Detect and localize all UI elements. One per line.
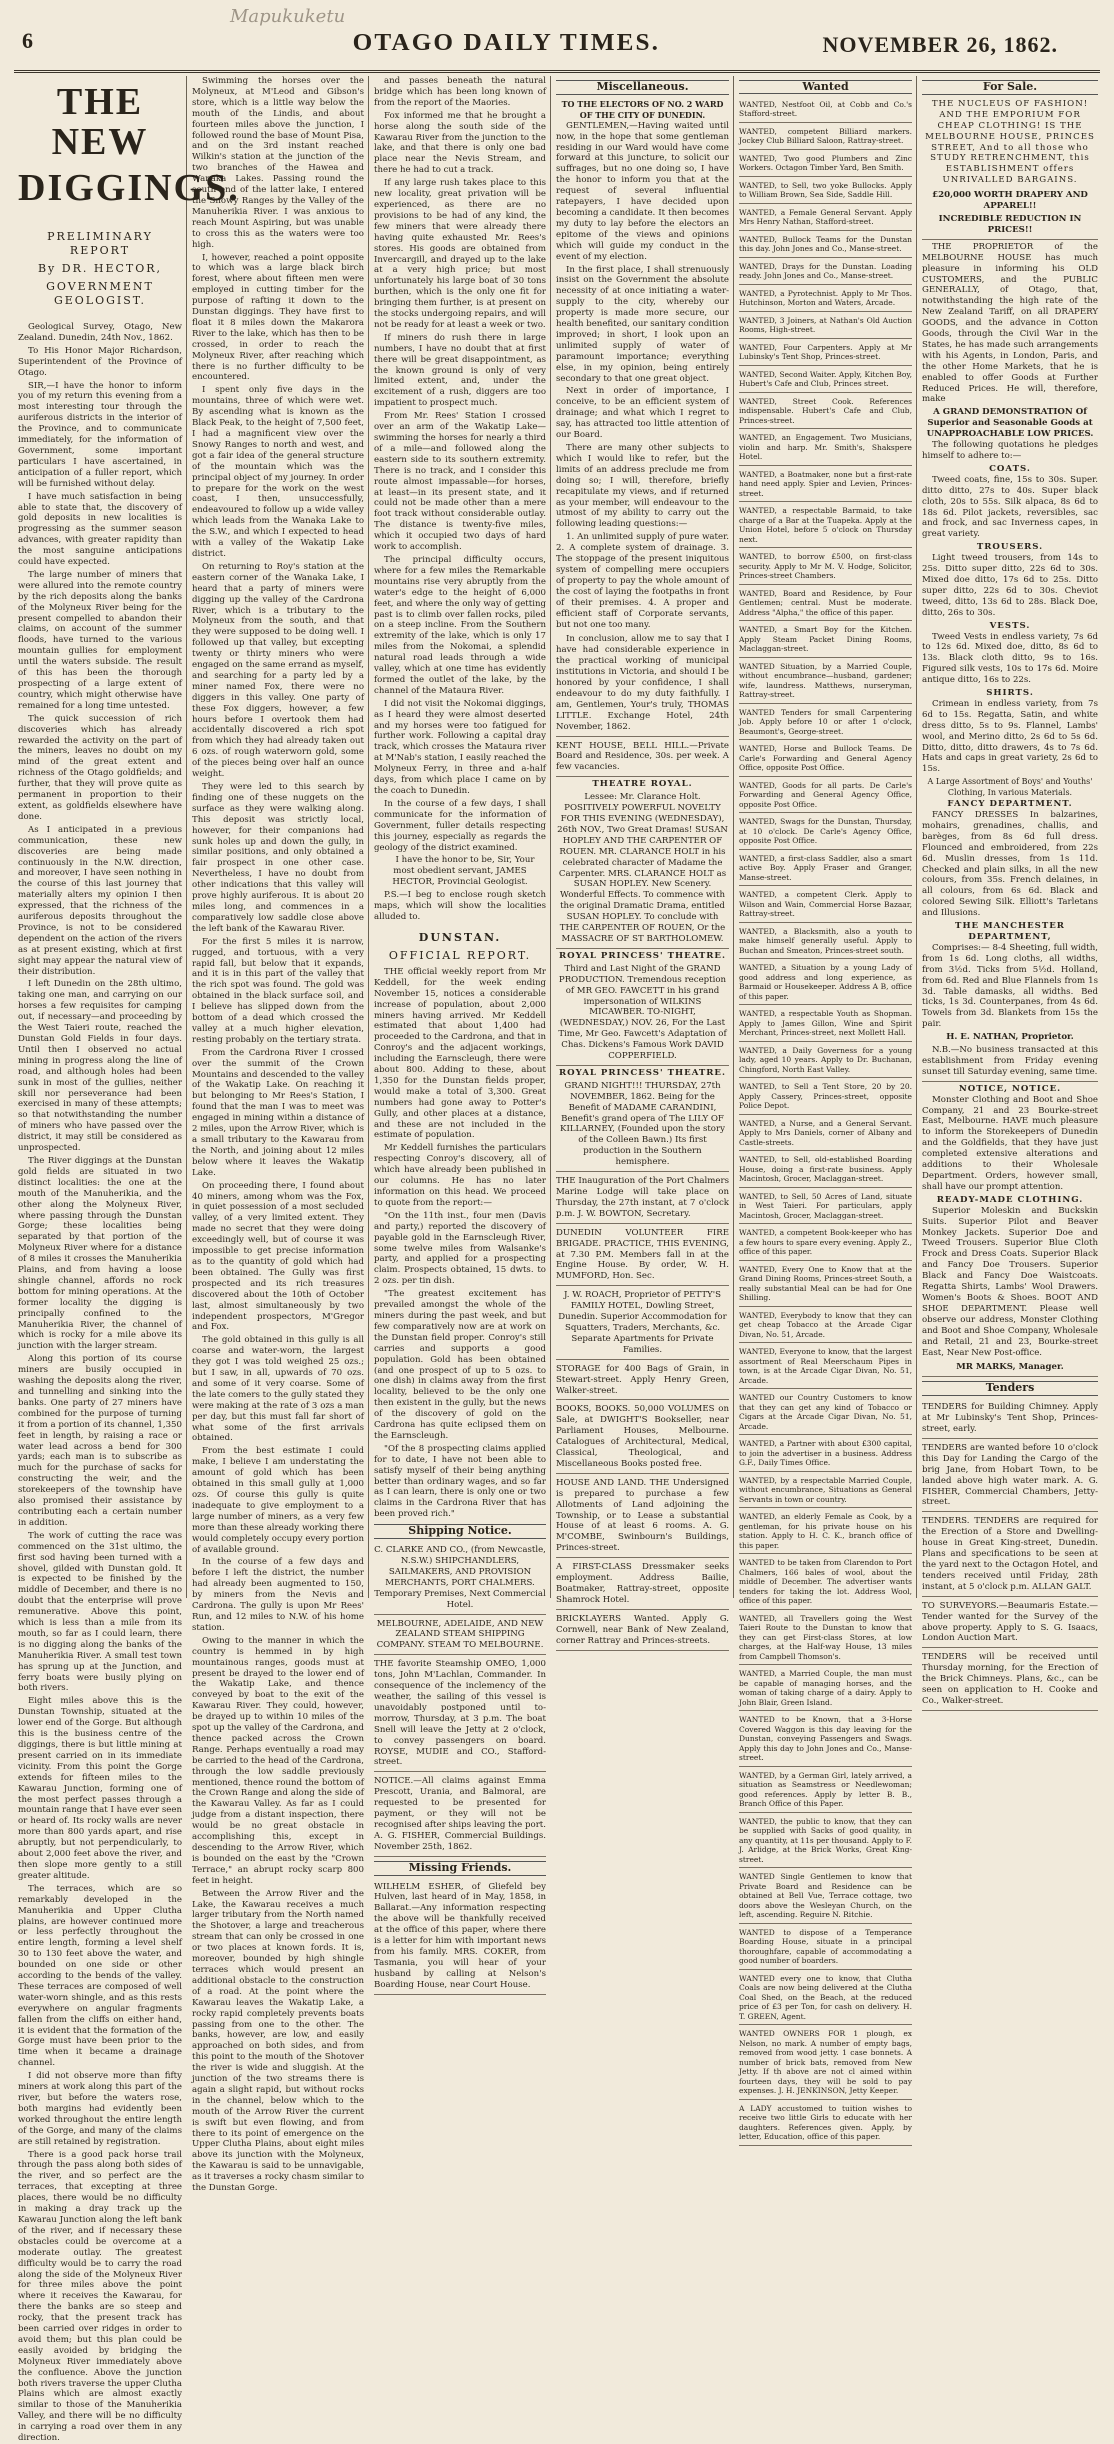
fancy-list: FANCY DRESSES In balzarines, mohairs, grenadines, challis, and barèges, from 8s 6d full dress. Flounced and embroidered, from 22s 6d. Muslin dresses, from 1s 11d. Checked and plain silks, in all the new colours, from 35s. French delaines, in all colours, from 6s 6d. Black and colored Sewing Silk. Elliott's Tarletans and Illusions. bbox=[922, 810, 1098, 919]
article-paragraph: The principal difficulty occurs, where for a few miles the Remarkable mountains rise very abruptly from the water's edge to the height of 6,000 feet, and where the only way of getting past is to climb over fallen rocks, piled on a steep incline. From the Southern extremity of the lake, which is only 17 miles from the Nokomai, a splendid natural road leads through a wide valley, which at one time has evidently formed the outlet of the lake, by the channel of the Mataura River. bbox=[374, 554, 546, 696]
article-paragraph: The quick succession of rich discoveries which has already rewarded the activity on the part of the miners, leaves no doubt on my mind of the great extent and richness of the Otago goldfields; and further, that they will prove quite as permanent in proportion to their extent, as goldfields elsewhere have done. bbox=[18, 713, 182, 822]
wanted-ad: WANTED, a Partner with about £300 capital, to join the advertiser in a business. Address G.F., Daily Times Office. bbox=[739, 1437, 912, 1472]
column-rule bbox=[733, 76, 734, 1598]
electors-paragraph: Next in order of importance, I conceive, to be an efficient system of drainage; and what which I regret to say, has attracted too little attention of our Board. bbox=[556, 386, 729, 441]
column-2 bbox=[192, 76, 364, 2194]
proprietor-name: H. E. NATHAN, Proprietor. bbox=[946, 1032, 1074, 1043]
ad-missing: WILHELM ESHER, of Gliefeld bey Hulven, last heard of in May, 1858, in Ballarat.—Any information respecting the above will be thankfully received at the office of this paper, where there is a letter for him with important news from his family. MRS. COKER, from Tasmania, you will hear of your husband by calling at Nelson's Boarding House, near Court House. bbox=[374, 1880, 546, 1995]
wanted-ad: WANTED, to Sell, 50 Acres of Land, situate in West Taieri. For particulars, apply Macintosh, Grocer, Maclaggan-street. bbox=[739, 1190, 912, 1225]
article-paragraph: As I anticipated in a previous communication, these new discoveries are being made continuously in the N.W. direction, and moreover, I have seen nothing in the course of this last journey that materially alters my opinion I then expressed, that the richness of the auriferous deposits throughout the Province, is not to be considered dependent on the action of the rivers as at present existing, which at first sight may appear the natural view of their distribution. bbox=[18, 824, 182, 977]
article-paragraph: From Mr. Rees' Station I crossed over an arm of the Wakatip Lake—swimming the horses for nearly a third of a mile—and followed along the eastern side to its southern extremity. There is no track, and I consider this route almost impassable—for horses, at least—in its present state, and it could not be made other than a mere foot track without considerable outlay. The distance is twenty-five miles, which it occupied two days of hard work to accomplish. bbox=[374, 411, 546, 553]
ad-clarke: C. CLARKE AND CO., (from Newcastle, N.S.W.) SHIPCHANDLERS, SAILMAKERS, AND PROVISION MERCHANTS, PORT CHALMERS. Temporary Premises, Next Commercial Hotel. bbox=[374, 1543, 546, 1614]
wanted-ad: WANTED, a Smart Boy for the Kitchen. Apply Steam Packet Dining Rooms, Maclaggan-street. bbox=[739, 623, 912, 658]
tender-item: TENDERS will be received until Thursday morning, for the Erection of the Brick Chimneys. Plans, &c., can be seen on application to H. Cooke and Co., Walker-street. bbox=[922, 1650, 1098, 1711]
column-3 bbox=[374, 76, 546, 1990]
column-rule bbox=[550, 76, 551, 1598]
wanted-ad: WANTED, a Nurse, and a General Servant. Apply to Mrs Daniels, corner of Albany and Castle-streets. bbox=[739, 1117, 912, 1152]
article-paragraph: In the course of a few days, I shall communicate for the information of Government, fuller details respecting this journey, especially as regards the geology of the district examined. bbox=[374, 798, 546, 853]
article-paragraph: On returning to Roy's station at the eastern corner of the Wanaka Lake, I heard that a party of miners were digging up the valley of the Cardrona River, which is a tributary to the Molyneux from the south, and that they were supposed to be doing well. I followed up that valley, but excepting twenty or thirty miners who were engaged on the same errand as myself, and searching for a party led by a miner named Fox, there were no diggers in this valley. One party of these Fox diggers, however, a few hours before I overtook them had accidentally discovered a rich spot from which they had already taken out 6 ozs. of rough waterworn gold, some of the pieces being over half an ounce weight. bbox=[192, 561, 364, 780]
princess-heading: ROYAL PRINCESS' THEATRE. bbox=[559, 950, 726, 961]
wanted-list bbox=[739, 98, 912, 2146]
ad-dressmaker: A FIRST-CLASS Dressmaker seeks employment. Address Bailie, Boatmaker, Rattray-street, opposite Shamrock Hotel. bbox=[556, 1560, 729, 1610]
article-paragraph: and passes beneath the natural bridge which has been long known of from the report of the Maories. bbox=[374, 76, 546, 108]
coats-heading: COATS. bbox=[989, 463, 1031, 474]
issue-date: NOVEMBER 26, 1862. bbox=[822, 32, 1058, 57]
wanted-ad: WANTED, a competent Book-keeper who has a few hours to spare every evening. Apply Z., office of this paper. bbox=[739, 1226, 912, 1261]
column-rule bbox=[186, 76, 187, 1598]
ad-petty-hotel: J. W. ROACH, Proprietor of PETTY'S FAMILY HOTEL, Dowling Street, Dunedin. Superior Accommodation for Squatters, Traders, Merchants, &c. Separate Apartments for Private Families. bbox=[556, 1288, 729, 1359]
vests-list: Tweed Vests in endless variety, 7s 6d to 12s 6d. Mixed doe, ditto, 8s 6d to 13s. Black cloth ditto, 9s to 16s. Figured silk vests, 10s to 17s 6d. Moire antique ditto, 16s to 22s. bbox=[922, 631, 1098, 686]
ad-fire-brigade: DUNEDIN VOLUNTEER FIRE BRIGADE. PRACTICE, THIS EVENING, at 7.30 P.M. Members fall in at the Engine House. By order, W. H. MUMFORD, Hon. Sec. bbox=[556, 1226, 729, 1287]
wanted-ad: WANTED, to borrow £500, on first-class security. Apply to Mr M. V. Hodge, Solicitor, Princes-street Chambers. bbox=[739, 550, 912, 585]
article-postscript: P.S.—I beg to enclose rough sketch maps, which will show the localities alluded to. bbox=[374, 890, 546, 922]
column-rule bbox=[368, 76, 369, 1598]
wanted-ad: WANTED, Bullock Teams for the Dunstan this day. John Jones and Co., Manse-street. bbox=[739, 233, 912, 258]
masthead: OTAGO DAILY TIMES. bbox=[352, 30, 661, 56]
wanted-ad: WANTED, a first-class Saddler, also a smart active Boy. Apply Fraser and Granger, Manse-street. bbox=[739, 852, 912, 887]
wanted-ad: WANTED, Nestfoot Oil, at Cobb and Co.'s Stafford-street. bbox=[739, 98, 912, 123]
wanted-ad: WANTED, to Sell, two yoke Bullocks. Apply to William Brown, Sea Side, Saddle Hill. bbox=[739, 179, 912, 204]
page-number: 6 bbox=[22, 28, 33, 53]
princess-heading-2: ROYAL PRINCESS' THEATRE. bbox=[559, 1067, 726, 1078]
ad-princess-benefit: GRAND NIGHT!!! THURSDAY, 27th NOVEMBER, 1862. Being for the Benefit of MADAME CARANDINI, Benefit's grand opera of The LILY OF KILLARNEY, (Founded upon the story of the Colleen Bawn.) Its first production in the Southern hemisphere. bbox=[556, 1079, 729, 1172]
grand-demonstration: A GRAND DEMONSTRATION Of Superior and Seasonable Goods at UNAPPROACHABLE LOW PRICES. bbox=[926, 407, 1094, 440]
article-author: By DR. HECTOR, bbox=[37, 262, 163, 275]
article-paragraph: If any large rush takes place to this new locality, great privation will be experienced, as there are no provisions to be had of any kind, the few miners that were already there having quite exhausted Mr. Rees's stores. His goods are obtained from Invercargill, and drayed up to the lake at a very high price; but most unfortunately his large boat of 30 tons burthen, which is the only one fit for bringing them further, is at present on the stocks undergoing repairs, and will not be ready for at least a week or two. bbox=[374, 178, 546, 330]
wanted-ad: WANTED, a Daily Governess for a young lady, aged 10 years. Apply to Dr. Buchanan, Chingford, North East Valley. bbox=[739, 1044, 912, 1079]
article-recipient: To His Honor Major Richardson, Superintendent of the Province of Otago. bbox=[18, 345, 182, 378]
shipping-section-header: Shipping Notice. bbox=[374, 1524, 546, 1539]
article-paragraph: "The greatest excitement has prevailed amongst the whole of the miners during the past week, and but few comparatively now are at work on the Dunstan field proper. Conroy's still carries and supports a good population. Gold has been obtained (and one prospect of up to 5 ozs. to one dish) in claims away from the first locality, believed to be the only one then existent in the gully, but the news of the discovery of gold on the Cardrona has quite eclipsed them on the Earnscleugh. bbox=[374, 1289, 546, 1441]
article-paragraph: I have much satisfaction in being able to state that, the discovery of gold deposits in new localities is progressing as the summer season advances, with greater rapidity than the most sanguine anticipations could have expected. bbox=[18, 491, 182, 568]
missing-friends-header: Missing Friends. bbox=[374, 1861, 546, 1876]
article-title-line-1: THE NEW bbox=[51, 81, 149, 163]
wanted-ad: WANTED Situation, by a Married Couple, without encumbrance—husband, gardener; wife, laundress. Matthews, nurseryman, Rattray-street. bbox=[739, 660, 912, 704]
electors-paragraph: GENTLEMEN,—Having waited until now, in the hope that some gentleman residing in our Ward would have come forward at this juncture, to solicit our suffrages, but no one doing so, I have the honor to inform you that at the request of several influential ratepayers, I have decided upon becoming a candidate. It then becomes my duty to lay before the electors an epitome of the views and opinions which will guide my conduct in the event of my election. bbox=[556, 120, 729, 262]
wanted-ad: WANTED, to Sell a Tent Store, 20 by 20. Apply Cassery, Princes-street, opposite Police Depot. bbox=[739, 1080, 912, 1115]
electors-paragraph: In the first place, I shall strenuously insist on the Government the absolute necessity of at once initiating a water-supply to the city, whereby our property is made more secure, our health benefited, our sanitary condition improved; in short, I look upon an unlimited supply of water of paramount importance; everything else, in my opinion, being entirely secondary to that one great object. bbox=[556, 264, 729, 384]
notice-heading: NOTICE, NOTICE. bbox=[958, 1083, 1062, 1094]
wanted-ad: WANTED, Goods for all parts. De Carle's Forwarding and General Agency Office, opposite Post Office. bbox=[739, 779, 912, 814]
ad-storage: STORAGE for 400 Bags of Grain, in Stewart-street. Apply Henry Green, Walker-street. bbox=[556, 1362, 729, 1401]
wanted-ad: WANTED, Swags for the Dunstan, Thursday, at 10 o'clock. De Carle's Agency Office, opposite Post Office. bbox=[739, 815, 912, 850]
electors-heading: TO THE ELECTORS OF NO. 2 WARD OF THE CITY OF DUNEDIN. bbox=[561, 98, 724, 120]
electors-paragraph: In conclusion, allow me to say that I have had considerable experience in the practical working of municipal institutions in Victoria, and should I be honored by your confidence, I shall endeavour to do my duty faithfully. I am, Gentlemen, Your's truly, THOMAS LITTLE. Exchange Hotel, 24th November, 1862. bbox=[556, 632, 729, 736]
tender-item: TENDERS. TENDERS are required for the Erection of a Store and Dwelling-house in Great King-street, Dunedin. Plans and specifications to be seen at the yard next to the Octagon Hotel, and tenders received until Friday, 28th instant, at 5 o'clock p.m. ALLAN GALT. bbox=[922, 1514, 1098, 1596]
article-paragraph: In the course of a few days and before I left the district, the number had already been augmented to 150, by miners from the Nevis and Cardrona. The gully is upon Mr Rees' Run, and 12 miles to N.W. of his home station. bbox=[192, 1557, 364, 1633]
trousers-heading: TROUSERS. bbox=[976, 542, 1044, 553]
wanted-ad: A LADY accustomed to tuition wishes to receive two little Girls to educate with her daughters. References given. Apply, by letter, Education, office of this paper. bbox=[739, 2102, 912, 2146]
article-paragraph: The work of cutting the race was commenced on the 31st ultimo, the first sod having been turned with a shovel, gilded with Dunstan gold. It is expected to be finished by the middle of December, and there is no doubt that the enterprise will prove remunerative. Above this point, which is less than a mile from its mouth, so far as I could learn, there is no digging along the banks of the Manuherikia River. A small test town has sprung up at the Junction, and ferry boats were busily plying on both rivers. bbox=[18, 1530, 182, 1694]
wanted-ad: WANTED Single Gentlemen to know that Private Board and Residence can be obtained at Bell Vue, Terrace cottage, two doors above the Wesleyan Church, on the left, ascending. Reguire N. Ritchie. bbox=[739, 1870, 912, 1924]
tenders-section-header: Tenders bbox=[922, 1381, 1098, 1396]
for-sale-section-header: For Sale. bbox=[922, 80, 1098, 95]
wanted-ad: WANTED, an Engagement. Two Musicians, violin and harp. Mr. Smith's, Shakspere Hotel. bbox=[739, 431, 912, 466]
boys-clothing: A Large Assortment of Boys' and Youths' Clothing, In various Materials. bbox=[927, 777, 1093, 798]
article-paragraph: I spent only five days in the mountains, three of which were wet. By ascending what is known as the Black Peak, to the height of 7,500 feet, I had a magnificent view over the Snowy Ranges to north and west, and got a fair idea of the general structure of the mountain which was the principal object of my journey. In order to prepare for the work on the west coast, I then, unsuccessfully, endeavoured to follow up a wide valley which leads from the Wanaka Lake to the S.W., and which I expected to head with a valley of the Wakatip Lake district. bbox=[192, 385, 364, 559]
wanted-ad: WANTED, Every One to Know that at the Grand Dining Rooms, Princes-street South, a really substantial Meal can be had for One Shilling. bbox=[739, 1263, 912, 1307]
article-paragraph: "Of the 8 prospecting claims applied for to date, I have not been able to satisfy myself of their being anything better than ordinary wages, and so far as I can learn, there is only one or two claims in the Cardrona River that has been proved rich." bbox=[374, 1443, 546, 1520]
article-paragraph: The large number of miners that were allured into the remote country by the rich deposits along the banks of the Molyneux River being for the present compelled to abandon their claims, on account of the summer floods, have turned to the various mountain gullies for employment until the waters subside. The result of this has been the thorough prospecting of a large extent of country, which might otherwise have remained for a long time untested. bbox=[18, 569, 182, 711]
wanted-ad: WANTED, a respectable Youth as Shopman. Apply to James Gillon, Wine and Spirit Merchant, Princes-street, next Mollett Hall. bbox=[739, 1007, 912, 1042]
wanted-ad: WANTED, to Sell, old-established Boarding House, doing a first-rate business. Apply Macintosh, Grocer, Maclaggan-street. bbox=[739, 1153, 912, 1188]
ready-made-list: Superior Moleskin and Buckskin Suits. Superior Pilot and Beaver Monkey Jackets. Superior Doe and Tweed Trousers. Superior Blue Cloth Frock and Dress Coats. Superior Black and Fancy Doe Trousers. Superior Black and Fancy Doe Waistcoats. Regatta Shirts, Lambs' Wool Drawers. Women's Boots & Shoes. BOOT AND SHOE DEPARTMENT. Please well observe our address, Monster Clothing and Boot and Shoe Company, Wholesale and Retail, 21 and 23, Bourke-street East, Near New Post-office. bbox=[922, 1205, 1098, 1358]
wanted-ad: WANTED, Drays for the Dunstan. Loading ready. John Jones and Co., Manse-street. bbox=[739, 260, 912, 285]
article-paragraph: For the first 5 miles it is narrow, rugged, and tortuous, with a very rapid fall, but below that it expands, and it is in this part of the valley that the rich spot was found. The gold was obtained in the black surface soil, and I believe has slipped down from the bottom of a dead which crossed the valley at a much higher elevation, resting probably on the tertiary strata. bbox=[192, 936, 364, 1045]
vests-heading: VESTS. bbox=[989, 620, 1031, 631]
article-paragraph: I did not observe more than fifty miners at work along this part of the river, but before the waters rose, both margins had evidently been worked throughout the entire length of the Gorge, and many of the claims are still retained by registration. bbox=[18, 2071, 182, 2147]
ad-kent-house: KENT HOUSE, BELL HILL.—Private Board and Residence, 30s. per week. A few vacancies. bbox=[556, 739, 729, 778]
column-5 bbox=[739, 76, 912, 2141]
shirts-heading: SHIRTS. bbox=[986, 688, 1034, 699]
wanted-ad: WANTED, a Pyrotechnist. Apply to Mr Thos. Hutchinson, Morton and Waters, Arcade. bbox=[739, 287, 912, 312]
sabbath-note: N.B.—No business transacted at this establishment from Friday evening sunset till Saturday evening, same time. bbox=[922, 1043, 1098, 1082]
handwritten-note: Mapukuketu bbox=[230, 6, 346, 27]
electors-paragraph: There are many other subjects to which I would like to refer, but the limits of an address preclude me from doing so; I will, therefore, briefly recapitulate my views, and if returned as your member, will endeavour to the utmost of my ability to carry out the following leading questions:— bbox=[556, 443, 729, 530]
column-6 bbox=[922, 76, 1098, 1706]
wanted-ad: WANTED to dispose of a Temperance Boarding House, situate in a principal thoroughfare, capable of accommodating a good number of boarders. bbox=[739, 1926, 912, 1970]
article-paragraph: Mr Keddell furnishes the particulars respecting Conroy's discovery, all of which have already been published in our columns. He has no later information on this head. We proceed to quote from the report:— bbox=[374, 1143, 546, 1208]
quotations-intro: The following quotations he pledges himself to adhere to:— bbox=[922, 440, 1098, 461]
wanted-ad: WANTED OWNERS FOR 1 plough, ex Nelson, no mark. A number of empty bags, removed from wood jetty. 1 case bonnets. A number of brick bats, removed from New Jetty. If th above are not cl aimed within fourteen days, they will be sold to pay expenses. J. H. JENKINSON, Jetty Keeper. bbox=[739, 2027, 912, 2100]
wanted-ad: WANTED, Everyone to know, that the largest assortment of Real Meerschaum Pipes in town, is at the Arcade Cigar Divan, No. 51, Arcade. bbox=[739, 1345, 912, 1389]
wanted-ad: WANTED, competent Billiard markers. Jockey Club Billiard Saloon, Rattray-street. bbox=[739, 125, 912, 150]
fancy-heading: FANCY DEPARTMENT. bbox=[947, 799, 1073, 810]
column-rule bbox=[916, 76, 917, 1598]
tender-item: TENDERS for Building Chimney. Apply at Mr Lubinsky's Tent Shop, Princes-street, early. bbox=[922, 1400, 1098, 1439]
column-1 bbox=[18, 76, 240, 2444]
wanted-ad: WANTED, a Situation by a young Lady of good address and long experience, as Barmaid or Housekeeper. Address A B, office of this paper. bbox=[739, 961, 912, 1005]
article-paragraph: Owing to the manner in which the country is hemmed in by high mountainous ranges, goods must at present be drayed to the lower end of the Wakatip Lake, and thence conveyed by boat to the exit of the Kawarau River. They could, however, be drayed up to within 10 miles of the spot up the valley of the Cardrona, and thence packed across the Crown Range. Perhaps eventually a road may be carried to the head of the Cardrona, through the low saddle previously mentioned, thence round the bottom of the Crown Range and along the side of the Kawarau Valley. As far as I could judge from a distant inspection, there would be no great obstacle in accomplishing this, except in descending to the Arrow River, which is bounded on the east by the "Crown Terrace," an abrupt rocky scarp 800 feet in height. bbox=[192, 1635, 364, 1886]
ready-made-heading: READY-MADE CLOTHING. bbox=[936, 1194, 1084, 1205]
dunstan-title: DUNSTAN. bbox=[418, 930, 502, 944]
shirts-list: Crimean in endless variety, from 7s 6d to 15s. Regatta, Satin, and white dress ditto, 5s to 9s. Flannel, Lambs' wool, and Merino ditto, 2s 6d to 5s 6d. Ditto, ditto, ditto drawers, 4s to 7s 6d. Hats and caps in great variety, 2s 6d to 15s. bbox=[922, 698, 1098, 775]
dunstan-subtitle: OFFICIAL REPORT. bbox=[388, 948, 532, 962]
wanted-ad: WANTED, an elderly Female as Cook, by a gentleman, for his private house on his station. Apply to H. C. K., branch office of this paper. bbox=[739, 1510, 912, 1554]
wanted-ad: WANTED our Country Customers to know that they can get any kind of Tobacco or Cigars at the Arcade Cigar Divan, No. 51, Arcade. bbox=[739, 1391, 912, 1435]
column-4 bbox=[556, 76, 729, 1646]
manchester-list: Comprises:— 8-4 Sheeting, full width, from 1s 6d. Long cloths, all widths, from 3½d. Ticks from 5½d. Holland, from 6d. Red and Blue Flannels from 1s 3d. Table damasks, all widths. Bed ticks, 1s 3d. Counterpanes, from 4s 6d. Towels from 3d. Blankets from 15s the pair. bbox=[922, 942, 1098, 1030]
wanted-ad: WANTED, the public to know, that they can be supplied with Sacks of good quality, in any quantity, at 11s per thousand. Apply to F. J. Arlidge, at the Brick Works, Great King-street. bbox=[739, 1815, 912, 1869]
article-paragraph: I, however, reached a point opposite to which was a large black birch forest, where about fifteen men were employed in cutting timber for the purpose of rafting it down to the Dunstan diggings. They have first to float it 8 miles down the Makarora River to the lake, which has then to be crossed, in order to reach the Molyneux River, after reaching which there is no further difficulty to be encountered. bbox=[192, 252, 364, 383]
tender-item: TO SURVEYORS.—Beaumaris Estate.—Tender wanted for the Survey of the above property. Apply to S. G. Isaacs, London Auction Mart. bbox=[922, 1599, 1098, 1649]
article-address: Geological Survey, Otago, New Zealand. Dunedin, 24th Nov., 1862. bbox=[18, 322, 182, 343]
wanted-ad: WANTED to be Known, that a 3-Horse Covered Waggon is this day leaving for the Dunstan, conveying Passengers and Swags. Apply this day to John Jones and Co., Manse-street. bbox=[739, 1713, 912, 1767]
manager-name: MR MARKS, Manager. bbox=[922, 1360, 1098, 1377]
misc-section-header: Miscellaneous. bbox=[556, 80, 729, 95]
article-paragraph: I left Dunedin on the 28th ultimo, taking one man, and carrying on our horses a few requisites for camping out, if necessary—and proceeding by the West Taieri route, reached the Dunstan Gold Fields in four days. Until then I observed no actual mining in progress along the line of road, and although holes had been sunk in most of the gullies, neither skill nor perseverance had been exercised in many of these attempts; so that notwithstanding the number of miners who have passed over the district, it may still be considered as unprospected. bbox=[18, 979, 182, 1154]
coats-list: Tweed coats, fine, 15s to 30s. Super. ditto ditto, 27s to 40s. Super black cloth, 20s to 55s. Silk alpaca, 8s 6d to 18s 6d. Pilot jackets, reversibles, sac and frock, and sac Inverness capes, in great variety. bbox=[922, 474, 1098, 540]
article-paragraph: From the best estimate I could make, I believe I am understating the amount of gold which has been obtained in this small gully at 1,000 ozs. Of course this gully is quite inadequate to give employment to a large number of miners, as a very few more than these already working there would completely occupy every portion of available ground. bbox=[192, 1446, 364, 1555]
drapery-worth: £20,000 WORTH DRAPERY AND APPAREL!! bbox=[932, 190, 1088, 212]
ad-theatre-royal: Lessee: Mr. Clarance Holt. POSITIVELY POWERFUL NOVELTY FOR THIS EVENING (WEDNESDAY), 26th NOV., Two Great Dramas! SUSAN HOPLEY AND THE CARPENTER OF ROUEN. MR. CLARANCE HOLT in his celebrated character of Madame the Carpenter. MRS. CLARANCE HOLT as SUSAN HOPLEY. New Scenery. Wonderful Effects. To commence with the original Dramatic Drama, entitled SUSAN HOPLEY. To conclude with THE CARPENTER OF ROUEN, Or the MASSACRE OF ST BARTHOLOMEW. bbox=[556, 790, 729, 949]
article-subtitle: PRELIMINARY REPORT bbox=[47, 230, 153, 257]
article-paragraph: Between the Arrow River and the Lake, the Kawarau receives a much larger tributary from the North named the Shotover, a large and treacherous stream that can only be crossed in one or two places at known fords. It is, moreover, bounded by high shingle terraces which would present an additional obstacle to the construction of a road. At the point where the Kawarau leaves the Wakatip Lake, a rocky rapid completely prevents boats passing from one to the other. The banks, however, are low, and easily approached on both sides, and from this point to the mouth of the Shotover the river is wide and sluggish. At the junction of the two streams there is again a slight rapid, but without rocks in the channel, below which to the mouth of the Arrow River the current is swift but even flowing, and from there to its point of emergence on the Upper Clutha Plains, about eight miles above its junction with the Molyneux, the Kawarau is said to be unnavigable, as it traverses a rocky chasm similar to the Dunstan Gorge. bbox=[192, 1888, 364, 2194]
trousers-list: Light tweed trousers, from 14s to 25s. Ditto super ditto, 22s 6d to 30s. Mixed doe ditto, 17s 6d to 25s. Ditto super ditto, 22s 6d to 30s. Cheviot tweed, ditto, 13s 6d to 28s. Black Doe, ditto, 26s to 30s. bbox=[922, 553, 1098, 618]
article-paragraph: Along this portion of its course miners are busily occupied in washing the deposits along the river, and tunnelling and sinking into the banks. One party of 27 miners have combined for the purpose of turning it from a portion of its channel, 1,350 feet in length, by raising a race or water lead across a bend for 300 yards; each man is to subscribe as much for the purchase of sacks for constructing the weir, and the storekeepers of the township have also promised their assistance by contributing each a certain number in addition. bbox=[18, 1354, 182, 1528]
wanted-ad: WANTED, by a respectable Married Couple, without encumbrance, Situations as General Servants in town or country. bbox=[739, 1474, 912, 1509]
ad-omeo: THE favorite Steamship OMEO, 1,000 tons, John M'Lachlan, Commander. In consequence of the inclemency of the weather, the sailing of this vessel is unavoidably postponed until to-morrow, Thursday, at 3 p.m. The boat Snell will leave the Jetty at 2 o'clock, to convey passengers on board. ROYSE, MUDIE and CO., Stafford-street. bbox=[374, 1657, 546, 1772]
wanted-ad: WANTED, 3 Joiners, at Nathan's Old Auction Rooms, High-street. bbox=[739, 314, 912, 339]
article-paragraph: Swimming the horses over the Molyneux, at M'Leod and Gibson's store, which is a little way below the mouth of the Lindis, and about fourteen miles above the junction, I followed round the base of Mount Pisa, and on the 3rd instant reached Wilkin's station at the junction of the two branches of the Hawea and Wanaka Lakes. Passing round the south end of the latter lake, I entered the Snowy Ranges by the Valley of the Manuherikia River. I was anxious to reach Mount Aspiring, but was unable to cross this as the waters were too high. bbox=[192, 76, 364, 250]
wanted-ad: WANTED, Everybody to know that they can get cheap Tobacco at the Arcade Cigar Divan, No. 51, Arcade. bbox=[739, 1309, 912, 1344]
wanted-ad: WANTED every one to know, that Clutha Coals are now being delivered at the Clutha Coal Shed, on the Beach, at the reduced price of £3 per Ton, for cash on delivery. H. T. GREEN, Agent. bbox=[739, 1972, 912, 2026]
ad-princess-theatre: Third and Last Night of the GRAND PRODUCTION. Tremendous reception of MR GEO. FAWCETT in his grand impersonation of WILKINS MICAWBER. TO-NIGHT, (WEDNESDAY,) NOV. 26, For the Last Time, Mr Geo. Fawcett's Adaptation of Chas. Dickens's Famous Work DAVID COPPERFIELD. bbox=[556, 962, 729, 1066]
wanted-ad: WANTED, by a German Girl, lately arrived, a situation as Seamstress or Needlewoman; good references. Apply by letter B. B., Branch Office of this Paper. bbox=[739, 1769, 912, 1813]
monster-clothing-notice: Monster Clothing and Boot and Shoe Company, 21 and 23 Bourke-street East, Melbourne. HAVE much pleasure to inform the Storekeepers of Dunedin and the Goldfields, that they have just completed extensive alterations and additions to their Wholesale Department. Orders, however small, shall have our prompt attention. bbox=[922, 1094, 1098, 1192]
wanted-ad: WANTED, all Travellers going the West Taieri Route to the Dunstan to know that they can get First-class Stores, at low charges, at the Half-way House, 13 miles from Campbell Thomson's. bbox=[739, 1612, 912, 1666]
wanted-ad: WANTED, Horse and Bullock Teams. De Carle's Forwarding and General Agency Office, opposite Post Office. bbox=[739, 742, 912, 777]
ad-notice: NOTICE.—All claims against Emma Prescott, Urania, and Balmoral, are requested to be presented for payment, or they will not be recognised after ships leaving the port. A. G. FISHER, Commercial Buildings. November 25th, 1862. bbox=[374, 1774, 546, 1856]
article-paragraph: The River diggings at the Dunstan gold fields are situated in two distinct localities: the one at the mouth of the Manuherikia, and the other along the Molyneux River, where passing through the Dunstan Gorge; these localities being separated by that portion of the Molyneux River where for a distance of 8 miles it crosses the Manuherikia Plains, and from having a loose shingle channel, affords no rock bottom for mining operations. At the former locality the digging is principally confined to the Manuherikia River, the channel of which is rocky for a mile above its junction with the larger stream. bbox=[18, 1155, 182, 1352]
melbourne-house-banner: THE NUCLEUS OF FASHION! AND THE EMPORIUM FOR CHEAP CLOTHING! IS THE MELBOURNE HOUSE, PRINCES STREET, And to all those who STUDY RETRENCHMENT, this ESTABLISHMENT offers UNRIVALLED BARGAINS. bbox=[925, 98, 1095, 186]
article-paragraph: On proceeding there, I found about 40 miners, among whom was the Fox, in quiet possession of a most secluded valley, of a very limited extent. They made no secret that they were doing exceedingly well, but of course it was impossible to get precise information as to the quantity of gold which had been obtained. The Gully was first prospected and its rich treasures discovered about the 10th of October last, almost simultaneously by two independent prospectors, M'Gregor and Fox. bbox=[192, 1180, 364, 1333]
ad-port-chalmers-lodge: THE Inauguration of the Port Chalmers Marine Lodge will take place on Thursday, the 27th instant, at 7 o'clock p.m. J. W. BOWTON, Secretary. bbox=[556, 1174, 729, 1224]
article-paragraph: "On the 11th inst., four men (Davis and party,) reported the discovery of payable gold in the Earnscleugh River, some twelve miles from Walsanke's party, and applied for a prospecting claim. Prospects obtained, 15 dwts. to 2 ozs. per tin dish. bbox=[374, 1210, 546, 1287]
wanted-ad: WANTED, Street Cook. References indispensable. Hubert's Cafe and Club, Princes-street. bbox=[739, 395, 912, 430]
price-reduction-banner: INCREDIBLE REDUCTION IN PRICES!! bbox=[922, 212, 1098, 240]
article-paragraph: THE official weekly report from Mr Keddell, for the week ending November 15, notices a considerable increase of population, about 2,000 miners having arrived. Mr Keddell estimated that about 1,400 had proceeded to the Cardrona, and that in Conroy's and the adjacent workings, including the Earnscleugh, there were about 800. Adding to these, about 1,350 for the Dunstan fields proper, would make a total of 3,300. Great numbers had gone away to Potter's Gully, and other places at a distance, and these are not included in the estimate of population. bbox=[374, 966, 546, 1141]
article-paragraph: The gold obtained in this gully is all coarse and water-worn, the largest they got I was told weighed 25 ozs.; but I saw, in all, upwards of 70 ozs. and some of it very coarse. Some of the late comers to the gully stated they were making at the rate of 3 ozs a man per day, but this must fall far short of what some of the first arrivals obtained. bbox=[192, 1335, 364, 1444]
article-paragraph: The terraces, which are so remarkably developed in the Manuherikia and Upper Clutha plains, are however continued more or less perfectly throughout the entire length, forming a level shelf 30 to 130 feet above the water, and bounded on one side or other according to the bends of the valley. These terraces are composed of well water-worn shingle, and as this rests everywhere on angular fragments fallen from the cliffs on either hand, it is evident that the formation of the Gorge must have been prior to the time when it became a drainage channel. bbox=[18, 1883, 182, 2069]
article-paragraph: From the Cardrona River I crossed over the summit of the Crown Mountains and descended to the valley of the Wakatip Lake. On reaching it but belonging to Mr Rees's Station, I found that the man I was to meet was engaged in mining within a distance of 2 miles, upon the Arrow River, which is a small tributary to the Kawarau from the North, and joining about 12 miles below where it leaves the Wakatip Lake. bbox=[192, 1047, 364, 1178]
wanted-ad: WANTED, a Married Couple, the man must be capable of managing horses, and the woman of taking charge of a dairy. Apply to John Blair, Green Island. bbox=[739, 1667, 912, 1711]
article-paragraph: Eight miles above this is the Dunstan Township, situated at the lower end of the Gorge. But although this is the business centre of the diggings, there is but little mining at present carried on in its immediate vicinity. From this point the Gorge extends for fifteen miles to the Kawarau Junction, forming one of the most perfect passes through a mountain range that I have ever seen or heard of. Its rocky walls are never more than 800 yards apart, and rise abruptly, but not perpendicularly, to about 2,000 feet above the river, and then slope more gently to a still greater altitude. bbox=[18, 1696, 182, 1881]
article-paragraph: If miners do rush there in large numbers, I have no doubt that at first there will be great disappointment, as the known ground is only of very limited extent, and, under the excitement of a rush, diggers are too impatient to prospect much. bbox=[374, 332, 546, 409]
article-signature: I have the honor to be, Sir, Your most obedient servant, JAMES HECTOR, Provincial Geologist. bbox=[392, 855, 535, 888]
ad-steam-company: MELBOURNE, ADELAIDE, AND NEW ZEALAND STEAM SHIPPING COMPANY. STEAM TO MELBOURNE. bbox=[374, 1617, 546, 1656]
page-header bbox=[0, 6, 1114, 70]
article-paragraph: I did not visit the Nokomai diggings, as I heard they were almost deserted and my horses were too fatigued for further work. Following a capital dray track, which crosses the Mataura river at M'Nab's station, I easily reached the Molyneux Ferry, in three and a-half days, from which place I came on by the coach to Dunedin. bbox=[374, 698, 546, 796]
article-paragraph: There is a good pack horse trail through the pass along both sides of the river, and so perfect are the terraces, that excepting at three places, there would be no difficulty in making a dray track up the Kawarau Junction along the left bank of the river, and if necessary these obstacles could be overcome at a moderate outlay. The greatest difficulty would be to carry the road along the side of the Molyneux River for three miles above the point where it receives the Kawarau, for there the banks are so steep and rocky, that the present track has been carried over ridges in order to avoid them; but this plan could be easily avoided by bridging the Molyneux River immediately above the confluence. Above the junction both rivers traverse the upper Clutha Plains which are almost exactly similar to those of the Manuherikia Valley, and there will be no difficulty in carrying a road over them in any direction. bbox=[18, 2149, 182, 2444]
wanted-ad: WANTED, a Female General Servant. Apply Mrs Henry Nathan, Stafford-street. bbox=[739, 206, 912, 231]
wanted-ad: WANTED, Second Waiter. Apply, Kitchen Boy, Hubert's Cafe and Club, Princes street. bbox=[739, 368, 912, 393]
wanted-ad: WANTED, a Blacksmith, also a youth to make himself generally useful. Apply to Buchan and Smeaton, Princes-street south. bbox=[739, 925, 912, 960]
wanted-ad: WANTED to be taken from Clarendon to Port Chalmers, 166 bales of wool, about the middle of December. The advertiser wants tenders for taking the lot. Address Wool, office of this paper. bbox=[739, 1556, 912, 1610]
wanted-ad: WANTED, a respectable Barmaid, to take charge of a Bar at the Tuapeka. Apply at the Union Hotel, before 5 o'clock on Thursday next. bbox=[739, 504, 912, 548]
article-paragraph: SIR,—I have the honor to inform you of my return this evening from a most interesting tour through the auriferous districts in the interior of the Province, and to communicate immediately, for the information of Government, some important particulars I have ascertained, in anticipation of a fuller report, which will be furnished without delay. bbox=[18, 380, 182, 489]
electors-paragraph: 1. An unlimited supply of pure water. 2. A complete system of drainage. 3. The stoppage of the present iniquitous system of compelling mere occupiers of property to pay the whole amount of the cost of laying the footpaths in front of their premises. 4. A proper and efficient staff of Corporate servants, but not one too many. bbox=[556, 532, 729, 630]
wanted-ad: WANTED, Two good Plumbers and Zinc Workers. Octagon Timber Yard, Ben Smith. bbox=[739, 152, 912, 177]
wanted-ad: WANTED, Board and Residence, by Four Gentlemen; central. Must be moderate. Address "Alpha," the office of this paper. bbox=[739, 587, 912, 622]
article-paragraph: They were led to this search by finding one of these nuggets on the surface as they were walking along. This deposit was strictly local, however, for their companions had sunk holes up and down the gully, in similar positions, and only obtained a fair prospect in one other case. Nevertheless, I have no doubt from other indications that this valley will prove highly auriferous. It is about 20 miles long, and commences in a comparatively low saddle close above the left bank of the Kawarau River. bbox=[192, 782, 364, 934]
wanted-ad: WANTED Tenders for small Carpentering Job. Apply before 10 or after 1 o'clock, Beaumont's, George-street. bbox=[739, 706, 912, 741]
article-title-line-2: DIGGINGS. bbox=[18, 167, 240, 209]
manchester-heading: THE MANCHESTER DEPARTMENT, bbox=[955, 921, 1065, 942]
wanted-ad: WANTED, a competent Clerk. Apply to Wilson and Wain, Commercial Horse Bazaar, Rattray-street. bbox=[739, 888, 912, 923]
wanted-ad: WANTED, Four Carpenters. Apply at Mr Lubinsky's Tent Shop, Princes-street. bbox=[739, 341, 912, 366]
proprietor-paragraph: THE PROPRIETOR of the MELBOURNE HOUSE has much pleasure in informing his OLD CUSTOMERS, and the PUBLIC GENERALLY, of Otago, that, notwithstanding the high rate of the New Zealand Tariff, on all DRAPERY GOODS, and the advance in Cotton Goods, through the Civil War in the States, he has made such arrangements with his Agents, in London, Paris, and the other Home Markets, that he is enabled to offer Goods at Further Reduced Prices. He will, therefore, make bbox=[922, 241, 1098, 405]
ad-bricklayers: BRICKLAYERS Wanted. Apply G. Cornwell, near Bank of New Zealand, corner Rattray and Princes-streets. bbox=[556, 1612, 729, 1651]
wanted-ad: WANTED, a Boatmaker, none but a first-rate hand need apply. Spier and Levien, Princes-street. bbox=[739, 468, 912, 503]
header-rule bbox=[14, 70, 1100, 73]
article-paragraph: Fox informed me that he brought a horse along the south side of the Kawarau River from the junction to the lake, and that there is only one bad place near the Nevis Stream, and there he had to cut a track. bbox=[374, 110, 546, 176]
ad-books: BOOKS, BOOKS. 50,000 VOLUMES on Sale, at DWIGHT'S Bookseller, near Parliament Houses, Melbourne. Catalogues of Architectural, Medical, Classical, Theological, and Miscellaneous Books posted free. bbox=[556, 1402, 729, 1473]
theatre-heading: THEATRE ROYAL. bbox=[592, 779, 693, 790]
tender-item: TENDERS are wanted before 10 o'clock this Day for Landing the Cargo of the brig Jane, from Hobart Town, to be landed above high water mark. A. G. FISHER, Commercial Chambers, Jetty-street. bbox=[922, 1441, 1098, 1512]
article-author-title: GOVERNMENT GEOLOGIST. bbox=[46, 280, 154, 307]
ad-house-land: HOUSE AND LAND. THE Undersigned is prepared to purchase a few Allotments of Land adjoining the Township, or to Lease a substantial House of at least 6 rooms. A. G. M'COMBE, Swinbourn's Buildings, Princes-street. bbox=[556, 1476, 729, 1558]
wanted-section-header: Wanted bbox=[739, 80, 912, 94]
